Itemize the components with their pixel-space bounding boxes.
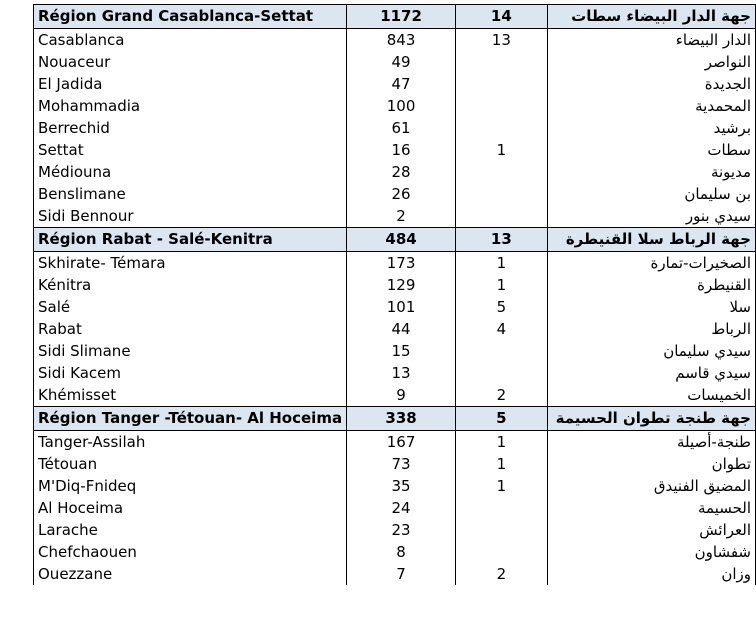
city-count-secondary [456,183,548,205]
city-name-ar: سطات [547,139,755,161]
city-count: 49 [347,51,456,73]
city-count: 24 [347,497,456,519]
regional-data-table [33,4,756,585]
city-name-ar: سيدي قاسم [547,362,755,384]
city-name-fr: El Jadida [34,73,347,95]
city-count: 8 [347,541,456,563]
city-name-fr: Médiouna [34,161,347,183]
city-name-ar: المحمدية [547,95,755,117]
region-total: 1172 [347,5,456,29]
city-count: 101 [347,296,456,318]
city-name-fr: Settat [34,139,347,161]
table-row [34,362,756,384]
city-name-fr: Skhirate- Témara [34,252,347,275]
city-count: 100 [347,95,456,117]
city-count-secondary: 2 [456,384,548,407]
city-count-secondary: 1 [456,431,548,454]
region-header-row [34,228,756,252]
city-name-ar: مديونة [547,161,755,183]
city-count: 16 [347,139,456,161]
city-name-fr: Sidi Bennour [34,205,347,228]
city-name-ar: الحسيمة [547,497,755,519]
city-name-fr: Larache [34,519,347,541]
city-count-secondary [456,95,548,117]
city-count: 13 [347,362,456,384]
city-name-ar: الدار البيضاء [547,29,755,52]
city-name-fr: Nouaceur [34,51,347,73]
city-name-fr: Salé [34,296,347,318]
city-count: 44 [347,318,456,340]
city-name-ar: وزان [547,563,755,585]
city-count-secondary [456,205,548,228]
city-count-secondary [456,541,548,563]
city-count-secondary [456,519,548,541]
city-count-secondary: 1 [456,274,548,296]
city-name-fr: Chefchaouen [34,541,347,563]
table-row [34,563,756,585]
city-name-ar: بن سليمان [547,183,755,205]
city-count-secondary [456,51,548,73]
city-name-ar: تطوان [547,453,755,475]
city-count-secondary: 1 [456,252,548,275]
city-name-fr: Sidi Kacem [34,362,347,384]
region-total: 484 [347,228,456,252]
city-count: 843 [347,29,456,52]
city-name-ar: شفشاون [547,541,755,563]
city-count: 28 [347,161,456,183]
table-body [34,5,756,586]
city-count-secondary: 13 [456,29,548,52]
city-name-ar: برشيد [547,117,755,139]
table-row [34,384,756,407]
city-count: 73 [347,453,456,475]
city-count-secondary: 4 [456,318,548,340]
city-count: 129 [347,274,456,296]
city-name-ar: الخميسات [547,384,755,407]
table-row [34,431,756,454]
city-name-fr: Berrechid [34,117,347,139]
city-count: 23 [347,519,456,541]
city-name-ar: العرائش [547,519,755,541]
city-name-fr: M'Diq-Fnideq [34,475,347,497]
region-name-fr: Région Grand Casablanca-Settat [34,5,347,29]
city-count: 2 [347,205,456,228]
city-name-ar: الصخيرات-تمارة [547,252,755,275]
city-count-secondary: 1 [456,139,548,161]
region-count: 13 [456,228,548,252]
table-row [34,161,756,183]
city-name-ar: سيدي بنور [547,205,755,228]
table-row [34,497,756,519]
region-total: 338 [347,407,456,431]
city-count: 26 [347,183,456,205]
city-name-ar: المضيق الفنيدق [547,475,755,497]
table-row [34,519,756,541]
table-row [34,205,756,228]
city-count-secondary [456,161,548,183]
table-row [34,29,756,52]
city-name-ar: سيدي سليمان [547,340,755,362]
city-count: 7 [347,563,456,585]
city-name-fr: Rabat [34,318,347,340]
city-name-fr: Al Hoceima [34,497,347,519]
region-name-ar: جهة الرباط سلا القنيطرة [547,228,755,252]
region-count: 14 [456,5,548,29]
city-count-secondary: 2 [456,563,548,585]
table-row [34,73,756,95]
city-name-ar: الجديدة [547,73,755,95]
table-row [34,453,756,475]
table-row [34,183,756,205]
city-count: 167 [347,431,456,454]
city-name-ar: سلا [547,296,755,318]
city-name-fr: Benslimane [34,183,347,205]
region-count: 5 [456,407,548,431]
region-name-fr: Région Rabat - Salé-Kenitra [34,228,347,252]
region-header-row [34,407,756,431]
table-row [34,475,756,497]
table-row [34,95,756,117]
city-name-fr: Casablanca [34,29,347,52]
table-row [34,117,756,139]
city-count-secondary: 1 [456,453,548,475]
city-count: 15 [347,340,456,362]
city-name-ar: النواصر [547,51,755,73]
city-count: 61 [347,117,456,139]
city-count-secondary [456,117,548,139]
city-count-secondary: 5 [456,296,548,318]
city-name-fr: Tétouan [34,453,347,475]
region-name-ar: جهة طنجة تطوان الحسيمة [547,407,755,431]
city-count-secondary [456,497,548,519]
city-count: 35 [347,475,456,497]
city-name-fr: Tanger-Assilah [34,431,347,454]
table-row [34,252,756,275]
region-header-row [34,5,756,29]
table-row [34,274,756,296]
table-row [34,296,756,318]
region-name-ar: جهة الدار البيضاء سطات [547,5,755,29]
city-count-secondary [456,73,548,95]
city-name-fr: Mohammadia [34,95,347,117]
city-name-fr: Khémisset [34,384,347,407]
city-count-secondary [456,362,548,384]
city-count: 47 [347,73,456,95]
table-row [34,139,756,161]
city-name-ar: طنجة-أصيلة [547,431,755,454]
city-count-secondary: 1 [456,475,548,497]
city-name-ar: القنيطرة [547,274,755,296]
city-name-fr: Sidi Slimane [34,340,347,362]
city-name-fr: Ouezzane [34,563,347,585]
city-count: 173 [347,252,456,275]
table-row [34,318,756,340]
region-name-fr: Région Tanger -Tétouan- Al Hoceima [34,407,347,431]
table-row [34,340,756,362]
table-row [34,51,756,73]
city-name-ar: الرباط [547,318,755,340]
table-row [34,541,756,563]
city-name-fr: Kénitra [34,274,347,296]
city-count-secondary [456,340,548,362]
city-count: 9 [347,384,456,407]
